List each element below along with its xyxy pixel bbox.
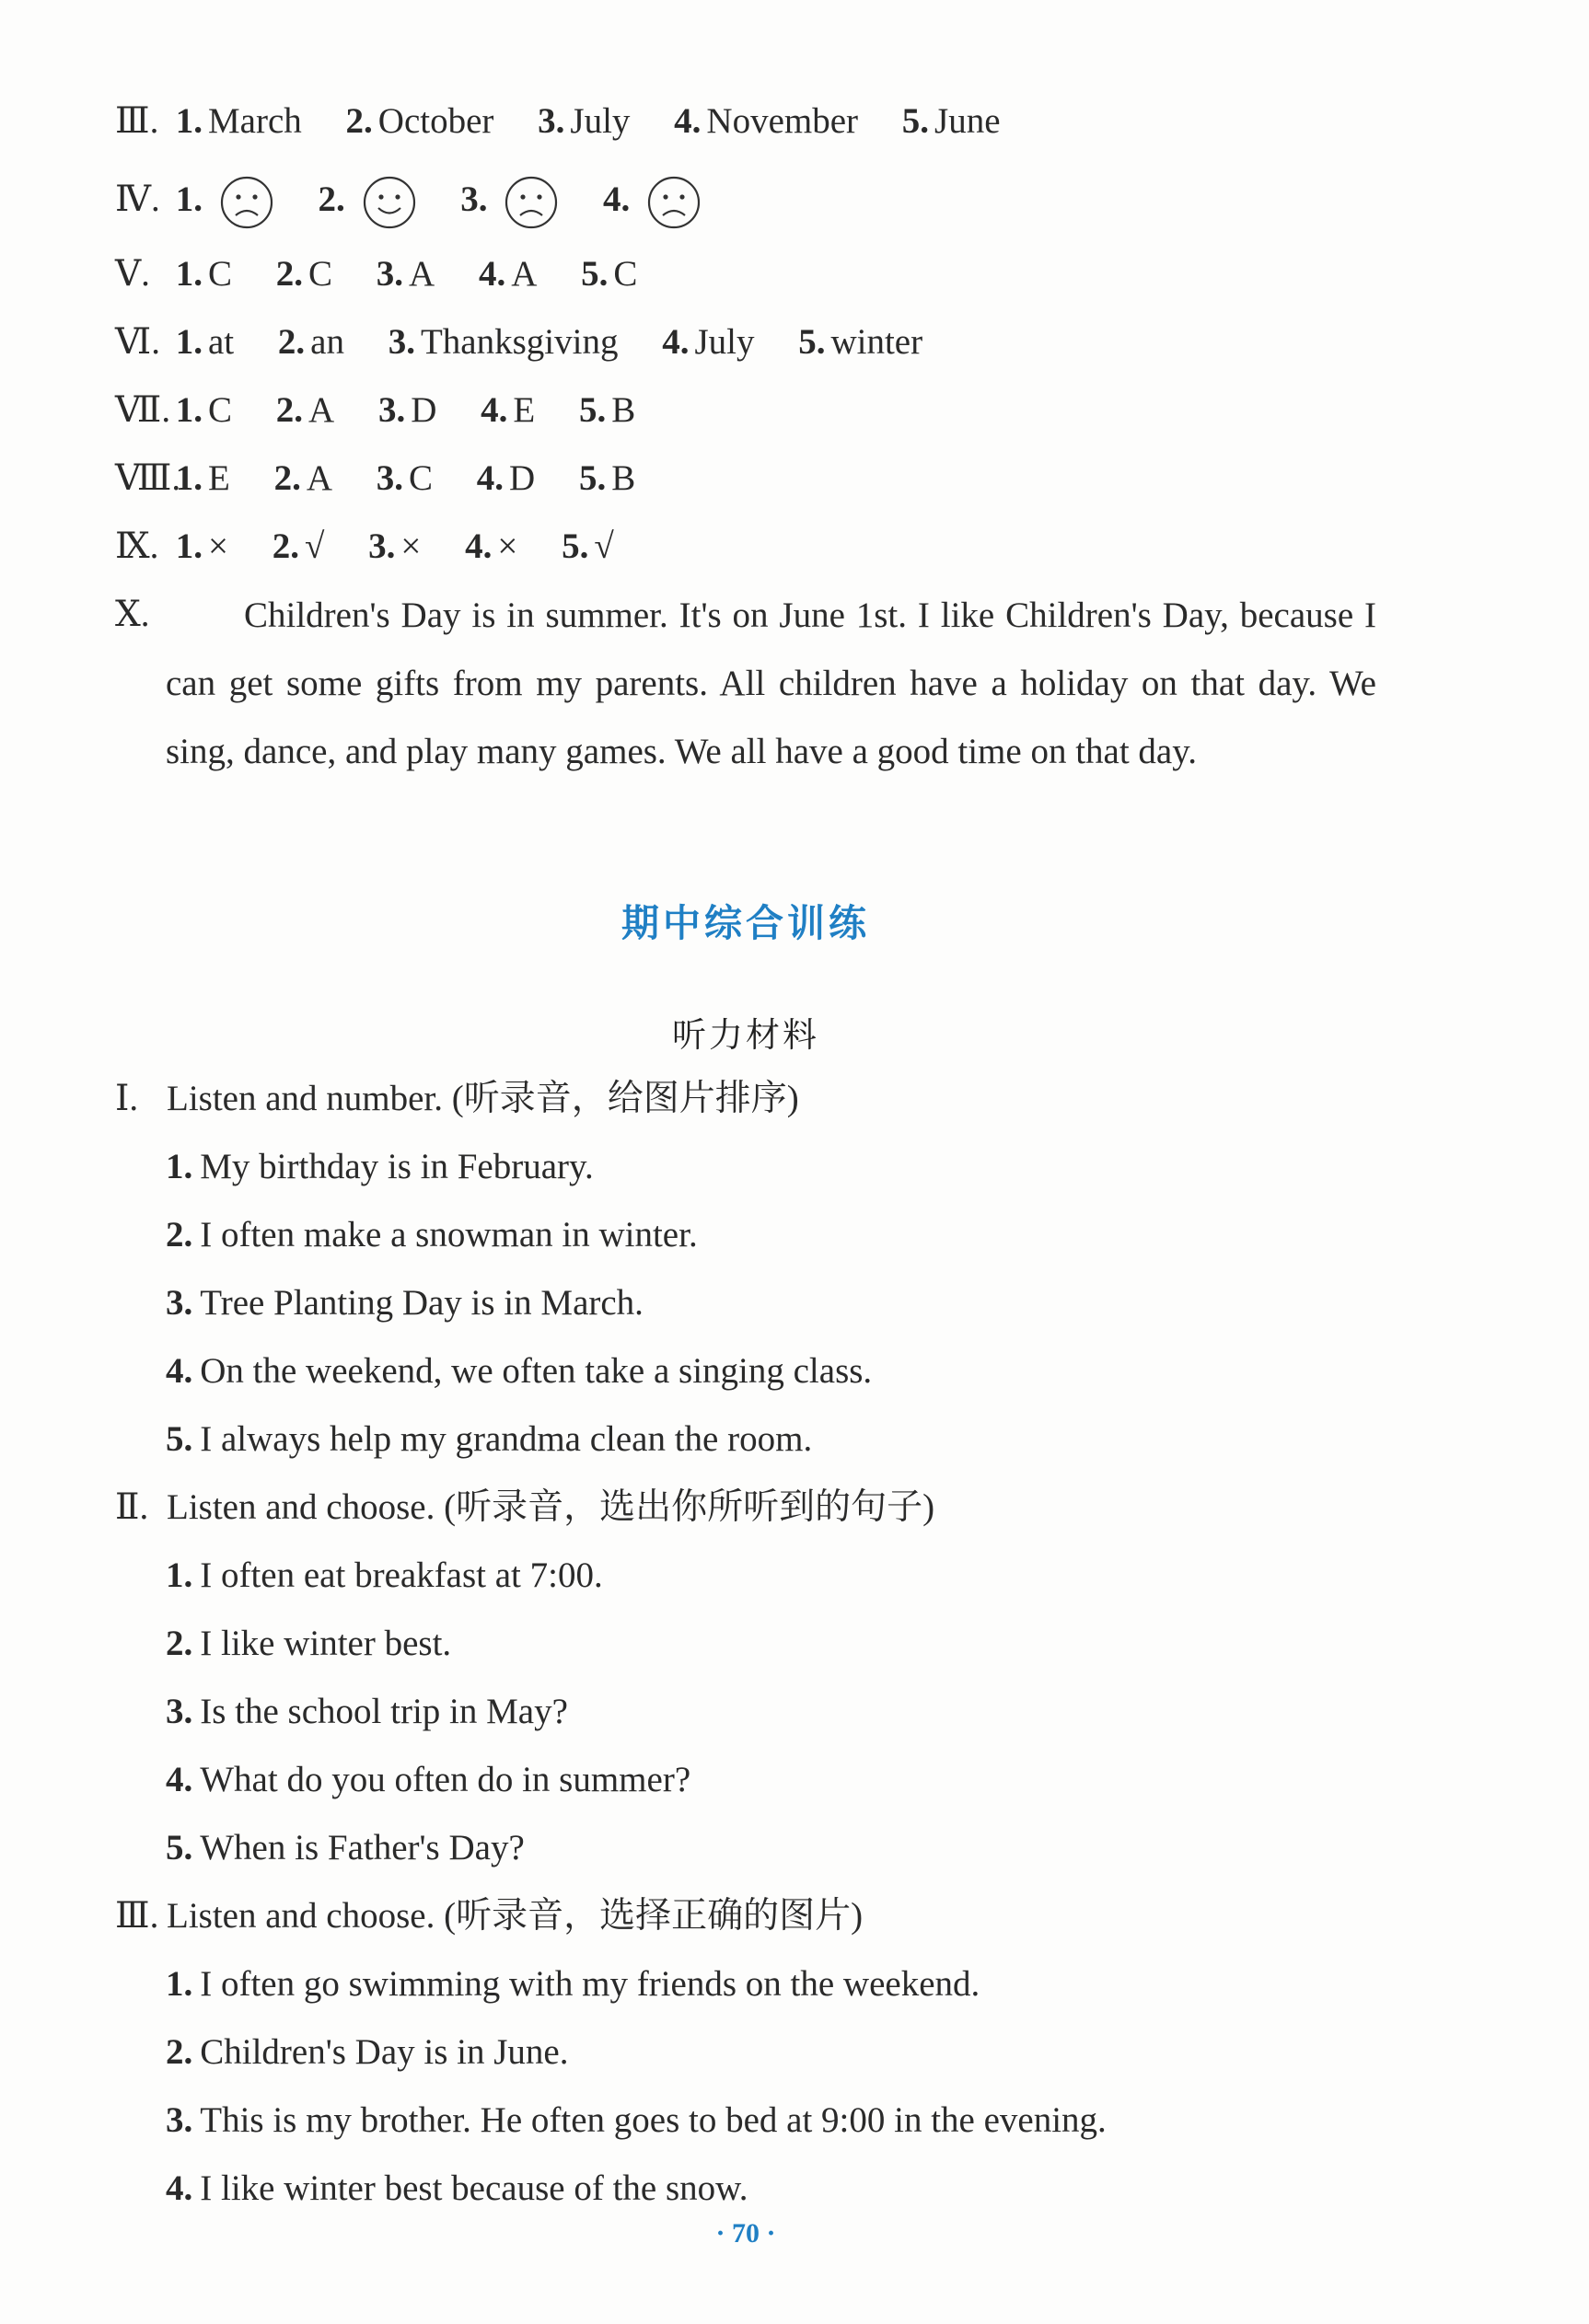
subsection-heading: 听力材料 [672, 1015, 819, 1055]
sad-face-icon [504, 175, 559, 230]
roman-numeral: Ⅵ. [115, 322, 160, 362]
answer-item: 1. [176, 175, 274, 230]
list-item: 5. I always help my grandma clean the room. [166, 1419, 813, 1459]
answer-item: 3. Thanksgiving [388, 322, 619, 362]
answer-item: 5. C [581, 254, 638, 294]
answer-item: 3. [460, 175, 559, 230]
list-item: 4. I like winter best because of the snow. [166, 2168, 748, 2208]
answer-row-4 [115, 175, 737, 230]
answer-item: 5. June [901, 101, 1001, 141]
roman-numeral: Ⅳ. [115, 179, 160, 219]
roman-numeral: Ⅶ. [115, 390, 171, 430]
answer-row-8 [115, 455, 670, 503]
answer-item: 1. at [175, 322, 235, 362]
list-item: 4. What do you often do in summer? [166, 1760, 691, 1799]
answer-item: 2. C [275, 254, 333, 294]
answer-row-9 [115, 523, 649, 571]
answer-item: 4. D [476, 458, 536, 498]
answer-item: 3. July [538, 101, 631, 141]
answer-item: 4. × [465, 526, 518, 566]
answer-item: 4. [603, 175, 702, 230]
answer-item: 3. C [376, 458, 434, 498]
answer-row-5 [115, 250, 672, 298]
section-title: Ⅱ. Listen and choose. (听录音，选出你所听到的句子) [115, 1487, 935, 1527]
section-title: Ⅲ. Listen and choose. (听录音，选择正确的图片) [115, 1896, 864, 1936]
answer-item: 5. winter [798, 322, 923, 362]
list-item: 5. When is Father's Day? [166, 1828, 525, 1867]
composition-paragraph: Children's Day is in summer. It's on June 1st. I like Children's Day, because I can get some gifts from my parents. All children have a holiday on that day. We sing, dance, and play many games. We all have a good time on that day. [166, 595, 1376, 771]
page-number: · 70 · [715, 2218, 776, 2249]
roman-numeral: Ⅷ. [115, 458, 181, 498]
answer-item: 5. B [578, 458, 636, 498]
answer-item: 1. E [175, 458, 230, 498]
answer-item: 4. July [662, 322, 755, 362]
list-item: 2. Children's Day is in June. [166, 2032, 569, 2072]
answer-item: 4. November [674, 101, 859, 141]
sad-face-icon [646, 175, 702, 230]
list-item: 1. My birthday is in February. [166, 1147, 594, 1186]
list-item: 1. I often eat breakfast at 7:00. [166, 1555, 603, 1595]
sad-face-icon [219, 175, 274, 230]
roman-numeral-x: Ⅹ. [115, 595, 150, 634]
answer-item: 3. × [368, 526, 422, 566]
answer-item: 2. October [345, 101, 494, 141]
answer-item: 1. C [175, 390, 233, 430]
answer-item: 2. an [277, 322, 344, 362]
answer-item: 2. A [273, 458, 332, 498]
smile-face-icon [362, 175, 417, 230]
list-item: 1. I often go swimming with my friends on the weekend. [166, 1964, 980, 2004]
answer-item: 2. √ [272, 526, 325, 566]
list-item: 4. On the weekend, we often take a singing class. [166, 1351, 873, 1391]
list-item: 3. Tree Planting Day is in March. [166, 1283, 644, 1323]
answer-item: 4. A [478, 254, 538, 294]
answer-row-7 [115, 387, 670, 434]
answer-item: 1. C [175, 254, 233, 294]
answer-item: 3. A [376, 254, 435, 294]
roman-numeral: Ⅸ. [115, 526, 159, 566]
roman-numeral: Ⅴ. [115, 254, 150, 294]
answer-item: 2. [319, 175, 417, 230]
answer-item: 4. E [481, 390, 536, 430]
section-heading: 期中综合训练 [621, 901, 870, 945]
list-item: 2. I like winter best. [166, 1624, 452, 1663]
answer-item: 5. B [578, 390, 636, 430]
answer-item: 1. × [175, 526, 228, 566]
answer-item: 2. A [275, 390, 335, 430]
answer-item: 1. March [175, 101, 302, 141]
answer-item: 5. √ [562, 526, 614, 566]
list-item: 3. Is the school trip in May? [166, 1692, 568, 1731]
roman-numeral: Ⅲ. [115, 101, 159, 141]
answer-row-3 [115, 98, 1036, 145]
answer-item: 3. D [377, 390, 437, 430]
list-item: 3. This is my brother. He often goes to bed at 9:00 in the evening. [166, 2100, 1107, 2140]
list-item: 2. I often make a snowman in winter. [166, 1215, 698, 1254]
answer-row-6 [115, 318, 957, 366]
section-title: Ⅰ. Listen and number. (听录音，给图片排序) [115, 1079, 799, 1118]
